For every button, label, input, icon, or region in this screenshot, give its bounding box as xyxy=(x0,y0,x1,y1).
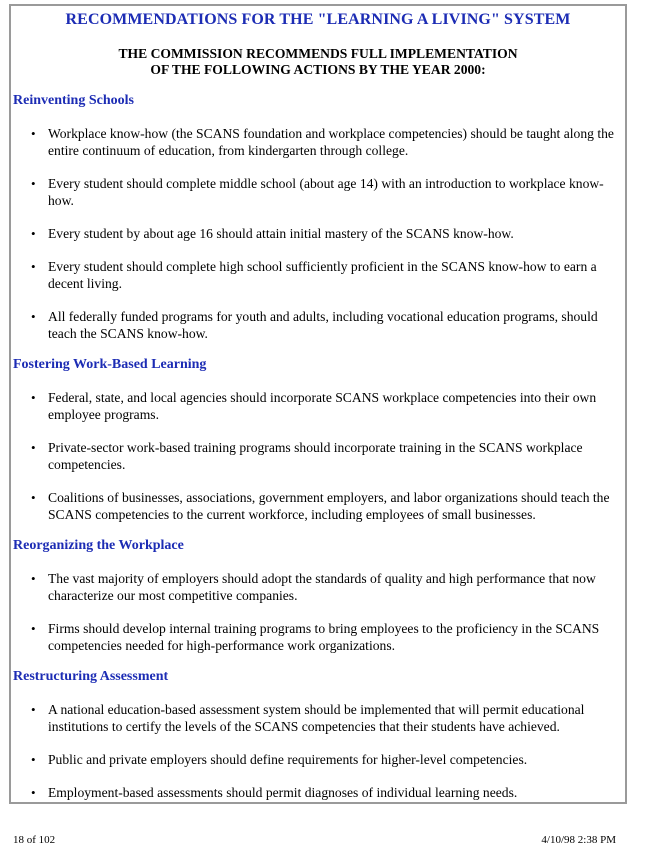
commission-subtitle xyxy=(11,46,625,78)
recommendation-sections xyxy=(11,92,625,801)
subtitle-line-2: OF THE FOLLOWING ACTIONS BY THE YEAR 2000: xyxy=(150,62,486,77)
section-heading: Reinventing Schools xyxy=(13,93,134,108)
bullet-icon: • xyxy=(31,390,36,405)
bullet-icon: • xyxy=(31,440,36,455)
bullet-icon: • xyxy=(31,571,36,586)
list-item xyxy=(11,784,625,801)
subtitle-line-1: THE COMMISSION RECOMMENDS FULL IMPLEMENTATION xyxy=(118,46,518,61)
list-item xyxy=(11,489,625,523)
section xyxy=(11,92,625,342)
list-item xyxy=(11,308,625,342)
list-item xyxy=(11,570,625,604)
list-item-text: A national education-based assessment system should be implemented that will permit educational institutions to certify the levels of the SCANS competencies that their students have achieved. xyxy=(48,702,585,734)
bullet-icon: • xyxy=(31,126,36,141)
list-item xyxy=(11,175,625,209)
list-item xyxy=(11,701,625,735)
bullet-list xyxy=(11,389,625,523)
list-item xyxy=(11,439,625,473)
list-item xyxy=(11,125,625,159)
page-title: RECOMMENDATIONS FOR THE "LEARNING A LIVING" SYSTEM xyxy=(65,11,571,28)
list-item-text: Public and private employers should define requirements for higher-level competencies. xyxy=(48,752,528,767)
bullet-list xyxy=(11,125,625,342)
list-item-text: Private-sector work-based training programs should incorporate training in the SCANS workplace competencies. xyxy=(48,440,583,472)
list-item-text: Federal, state, and local agencies should incorporate SCANS workplace competencies into their own employee programs. xyxy=(48,390,597,422)
list-item xyxy=(11,389,625,423)
bullet-icon: • xyxy=(31,621,36,636)
bullet-list xyxy=(11,701,625,801)
list-item-text: The vast majority of employers should adopt the standards of quality and high performance that now characterize our most competitive companies. xyxy=(48,571,596,603)
section xyxy=(11,537,625,654)
section-heading: Restructuring Assessment xyxy=(13,669,169,684)
list-item-text: Every student should complete high school sufficiently proficient in the SCANS know-how to earn a decent living. xyxy=(48,259,597,291)
list-item-text: Every student should complete middle school (about age 14) with an introduction to workplace know-how. xyxy=(48,176,604,208)
list-item-text: Employment-based assessments should permit diagnoses of individual learning needs. xyxy=(48,785,518,800)
list-item-text: Workplace know-how (the SCANS foundation and workplace competencies) should be taught along the entire continuum of education, from kindergarten through college. xyxy=(48,126,614,158)
list-item xyxy=(11,751,625,768)
list-item-text: All federally funded programs for youth and adults, including vocational education programs, should teach the SCANS know-how. xyxy=(48,309,598,341)
list-item xyxy=(11,225,625,242)
section xyxy=(11,356,625,523)
list-item-text: Coalitions of businesses, associations, government employers, and labor organizations should teach the SCANS competencies to the current workforce, including employees of small businesses. xyxy=(48,490,610,522)
list-item xyxy=(11,258,625,292)
bullet-icon: • xyxy=(31,259,36,274)
section-heading: Reorganizing the Workplace xyxy=(13,538,184,553)
page-number: 18 of 102 xyxy=(13,834,56,846)
print-timestamp: 4/10/98 2:38 PM xyxy=(541,834,616,846)
list-item-text: Firms should develop internal training programs to bring employees to the proficiency in the SCANS competencies needed for high-performance work organizations. xyxy=(48,621,600,653)
bullet-icon: • xyxy=(31,785,36,800)
list-item-text: Every student by about age 16 should attain initial mastery of the SCANS know-how. xyxy=(48,226,514,241)
section xyxy=(11,668,625,801)
list-item xyxy=(11,620,625,654)
bullet-icon: • xyxy=(31,309,36,324)
bullet-list xyxy=(11,570,625,654)
bullet-icon: • xyxy=(31,226,36,241)
bullet-icon: • xyxy=(31,702,36,717)
bullet-icon: • xyxy=(31,752,36,767)
bullet-icon: • xyxy=(31,490,36,505)
bullet-icon: • xyxy=(31,176,36,191)
section-heading: Fostering Work-Based Learning xyxy=(13,357,207,372)
page-frame xyxy=(9,4,627,804)
